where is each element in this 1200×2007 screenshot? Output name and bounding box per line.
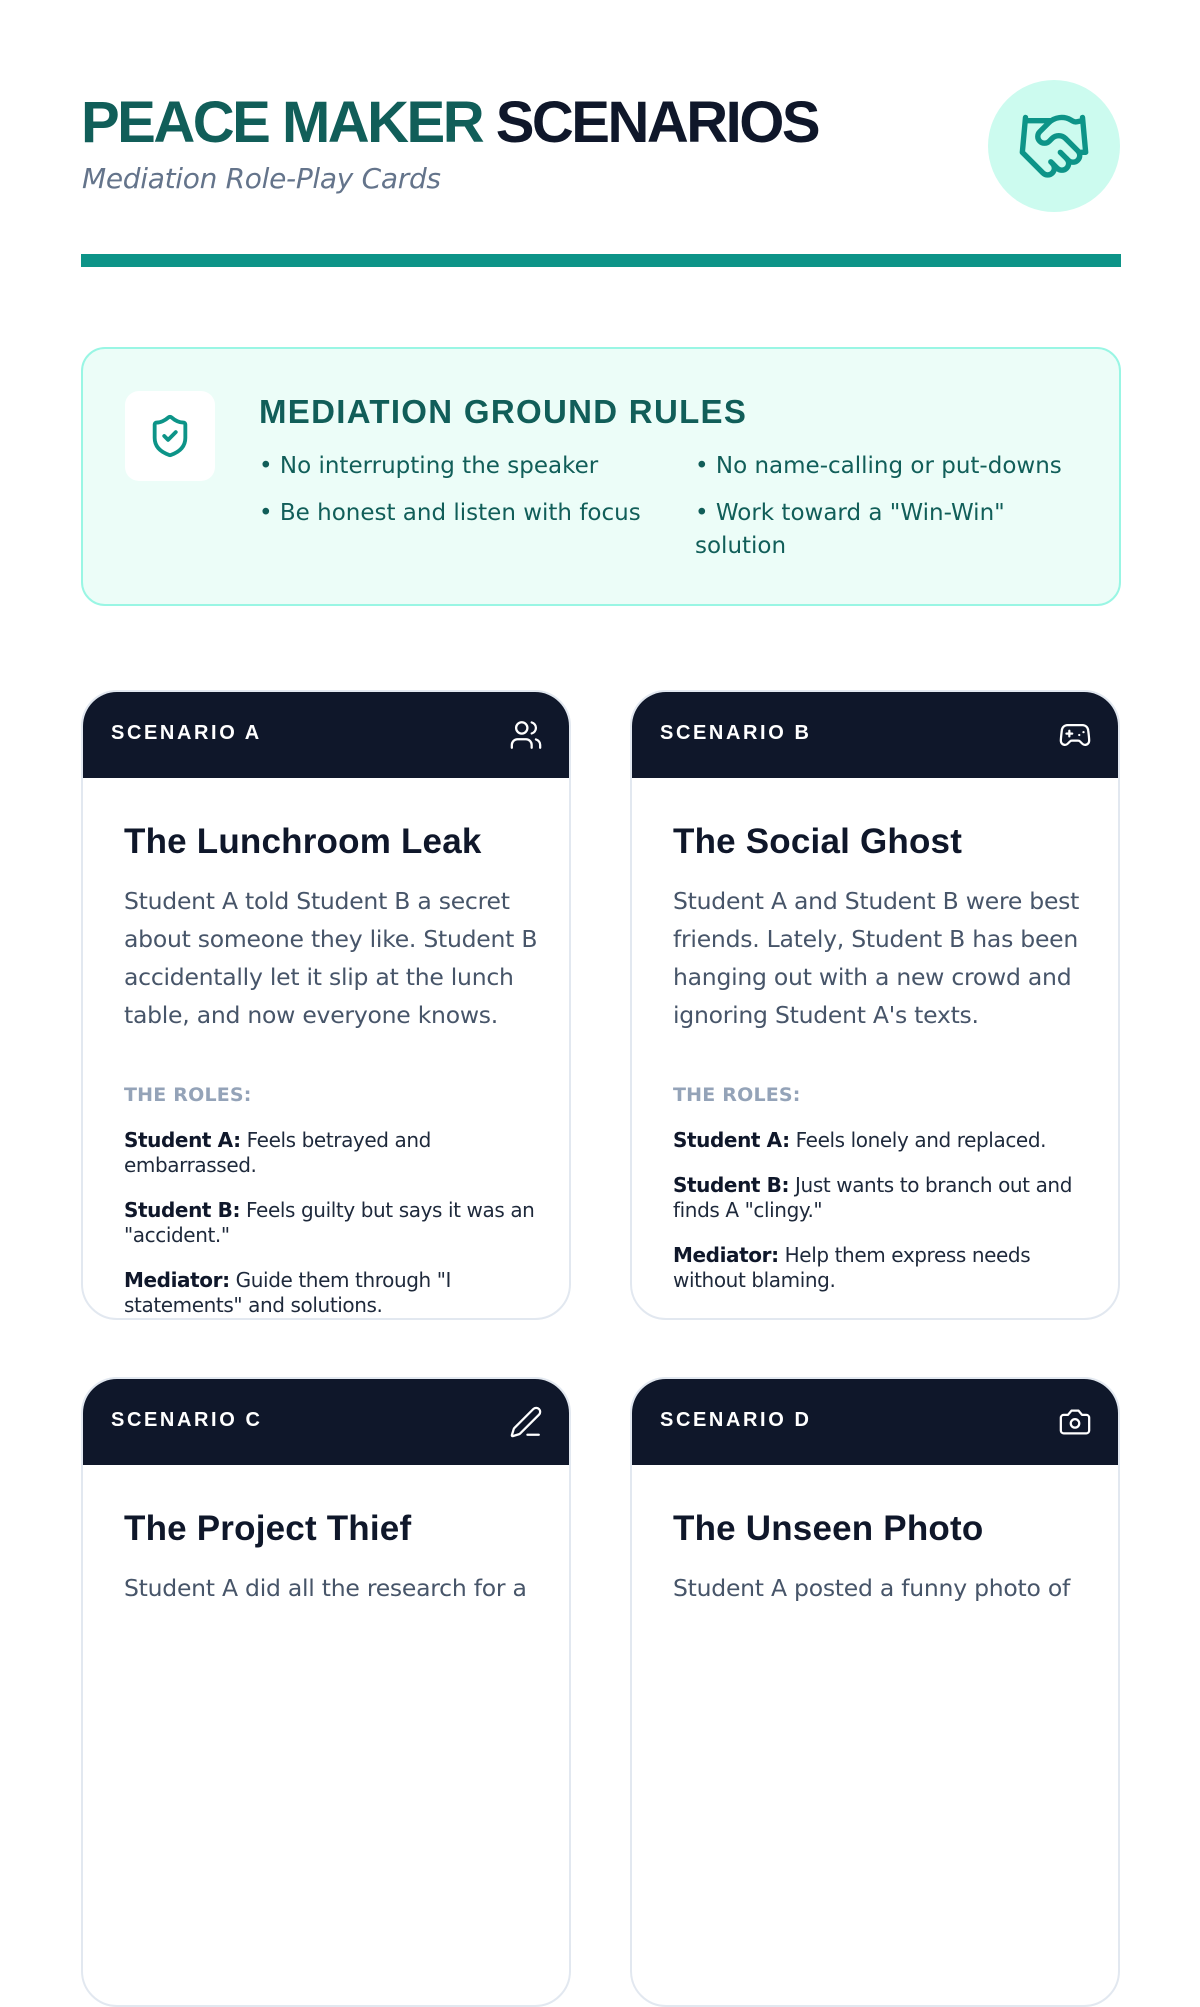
roles-label: THE ROLES: <box>673 1084 801 1106</box>
roles-list <box>673 1128 1093 1313</box>
role-name: Student B: <box>673 1173 790 1197</box>
shield-check-icon <box>147 413 193 459</box>
scenario-title: The Project Thief <box>124 1509 412 1548</box>
page-title <box>81 90 819 155</box>
camera-icon <box>1058 1405 1092 1439</box>
scenario-description: Student A and Student B were best friends. Lately, Student B has been hanging out with a new crowd and ignoring Student A's texts. <box>673 887 1080 1029</box>
ground-rules-title: MEDIATION GROUND RULES <box>259 393 748 430</box>
title-part-2: SCENARIOS <box>495 90 819 155</box>
role-text: Feels betrayed and embarrassed. <box>124 1128 431 1177</box>
role-text: Feels lonely and replaced. <box>789 1128 1047 1152</box>
users-icon <box>509 718 543 752</box>
scenario-tag: SCENARIO D <box>660 1409 812 1431</box>
scenario-description: Student A posted a funny photo of <box>673 1574 1070 1602</box>
role-text: Feels guilty but says it was an "accident." <box>124 1198 535 1247</box>
card-header <box>632 1379 1118 1465</box>
handshake-badge <box>988 80 1120 212</box>
scenario-card-b[interactable] <box>630 690 1120 1320</box>
role-item <box>673 1243 1093 1293</box>
role-item <box>124 1198 544 1248</box>
scenario-title: The Social Ghost <box>673 822 963 861</box>
title-part-1: PEACE MAKER <box>81 90 483 155</box>
role-item <box>124 1128 544 1178</box>
rule-item: • No interrupting the speaker <box>259 453 599 479</box>
rule-item: • Be honest and listen with focus <box>259 500 641 526</box>
scenario-card-c[interactable] <box>81 1377 571 2007</box>
scenario-card-d[interactable] <box>630 1377 1120 2007</box>
role-text: Guide them through "I statements" and solutions. <box>124 1268 452 1317</box>
role-name: Student A: <box>124 1128 241 1152</box>
role-name: Student B: <box>124 1198 241 1222</box>
roles-label: THE ROLES: <box>124 1084 252 1106</box>
rule-item: • Work toward a "Win-Win" solution <box>695 500 1005 559</box>
scenario-title: The Unseen Photo <box>673 1509 984 1548</box>
role-item <box>673 1173 1093 1223</box>
card-header <box>632 692 1118 778</box>
scenario-tag: SCENARIO B <box>660 722 812 744</box>
rule-item: • No name-calling or put-downs <box>695 453 1062 479</box>
shield-badge <box>125 391 215 481</box>
role-item <box>673 1128 1093 1153</box>
scenario-card-a[interactable] <box>81 690 571 1320</box>
role-text: Just wants to branch out and finds A "clingy." <box>673 1173 1073 1222</box>
scenario-tag: SCENARIO C <box>111 1409 263 1431</box>
scenario-description: Student A told Student B a secret about someone they like. Student B accidentally let it slip at the lunch table, and now everyone knows. <box>124 887 538 1029</box>
page-subtitle: Mediation Role-Play Cards <box>82 162 441 195</box>
scenario-description: Student A did all the research for a <box>124 1574 527 1602</box>
role-name: Mediator: <box>673 1243 779 1267</box>
card-header <box>83 692 569 778</box>
page-header <box>81 80 1121 220</box>
ground-rules-panel <box>81 347 1121 606</box>
card-header <box>83 1379 569 1465</box>
role-text: Help them express needs without blaming. <box>673 1243 1031 1292</box>
scenario-title: The Lunchroom Leak <box>124 822 482 861</box>
gamepad-icon <box>1058 718 1092 752</box>
roles-list <box>124 1128 544 1320</box>
handshake-icon <box>1016 108 1092 184</box>
scenario-tag: SCENARIO A <box>111 722 262 744</box>
role-item <box>124 1268 544 1318</box>
role-name: Student A: <box>673 1128 790 1152</box>
pencil-icon <box>509 1405 543 1439</box>
role-name: Mediator: <box>124 1268 230 1292</box>
header-divider <box>81 254 1121 267</box>
